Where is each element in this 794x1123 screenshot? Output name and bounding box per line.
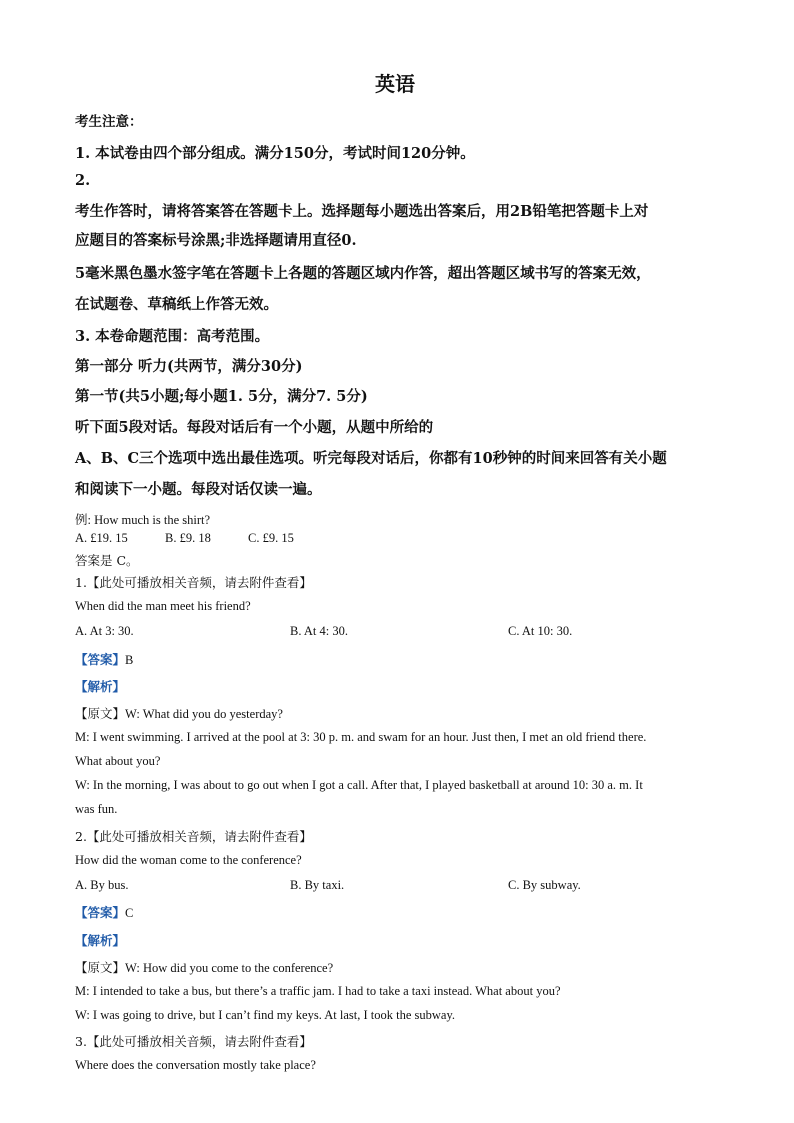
example-answer: 答案是 C。 [75,553,139,568]
notice-heading: 考生注意： [75,114,143,130]
analysis-label: 【解析】 [75,933,126,948]
question-2-answer-row [75,903,133,922]
notice-item-1: 1. 本试卷由四个部分组成。满分150分，考试时间120分钟。 [75,145,475,162]
question-2-option-b: B. By taxi. [290,878,345,892]
transcript-line: W: How did you come to the conference? [125,961,334,975]
page-title: 英语 [375,72,415,96]
answer-label: 【答案】 [75,652,126,667]
example-option-b: B. £9. 18 [165,531,211,545]
instruction-line: 听下面5段对话。每段对话后有一个小题，从题中所给的 [75,419,434,436]
transcript-line: W: In the morning, I was about to go out when I got a call. After that, I played basketball at around 10: 30 a. m. It [75,778,643,792]
example-question: 例: How much is the shirt? [75,513,211,527]
notice-item-2-number: 2. [75,172,91,189]
question-1-option-a: A. At 3: 30. [75,624,134,638]
question-3-text: Where does the conversation mostly take place? [75,1058,316,1072]
question-2-option-a: A. By bus. [75,878,129,892]
transcript-line: What about you? [75,754,161,768]
question-1-answer-row [75,650,133,669]
transcript-line: was fun. [75,802,118,816]
part1-heading: 第一部分 听力(共两节，满分30分) [75,358,303,375]
example-option-c: C. £9. 15 [248,531,294,545]
question-2-original-row [75,958,333,977]
transcript-line: M: I went swimming. I arrived at the pool at 3: 30 p. m. and swam for an hour. Just then, I met an old friend there. [75,730,647,744]
transcript-line: W: I was going to drive, but I can’t find my keys. At last, I took the subway. [75,1008,456,1022]
question-1-option-b: B. At 4: 30. [290,624,348,638]
notice-item-2-line: 5毫米黑色墨水签字笔在答题卡上各题的答题区域内作答，超出答题区域书写的答案无效， [75,265,651,282]
notice-item-2-line: 在试题卷、草稿纸上作答无效。 [75,296,278,313]
question-2-header: 2.【此处可播放相关音频，请去附件查看】 [75,829,312,844]
original-label: 【原文】 [75,706,126,721]
instruction-line: 和阅读下一小题。每段对话仅读一遍。 [75,481,322,498]
original-label: 【原文】 [75,960,126,975]
analysis-label: 【解析】 [75,679,126,694]
notice-item-2-line: 应题目的答案标号涂黑;非选择题请用直径0. [75,232,357,249]
section1-heading: 第一节(共5小题;每小题1. 5分，满分7. 5分) [75,388,368,405]
transcript-line: M: I intended to take a bus, but there’s a traffic jam. I had to take a taxi instead. What about you? [75,984,561,998]
question-1-answer: B [125,653,134,667]
question-1-header: 1.【此处可播放相关音频，请去附件查看】 [75,575,312,590]
question-2-text: How did the woman come to the conference? [75,853,302,867]
question-3-header: 3.【此处可播放相关音频，请去附件查看】 [75,1034,312,1049]
question-1-text: When did the man meet his friend? [75,599,251,613]
transcript-line: W: What did you do yesterday? [125,707,283,721]
answer-label: 【答案】 [75,905,126,920]
question-1-original-row [75,704,283,723]
example-option-a: A. £19. 15 [75,531,128,545]
notice-item-3: 3. 本卷命题范围：高考范围。 [75,328,270,345]
question-2-option-c: C. By subway. [508,878,581,892]
question-2-answer: C [125,906,134,920]
notice-item-2-line: 考生作答时，请将答案答在答题卡上。选择题每小题选出答案后，用2B铅笔把答题卡上对 [75,203,649,220]
instruction-line: A、B、C三个选项中选出最佳选项。听完每段对话后，你都有10秒钟的时间来回答有关小题 [75,450,667,467]
question-1-option-c: C. At 10: 30. [508,624,573,638]
